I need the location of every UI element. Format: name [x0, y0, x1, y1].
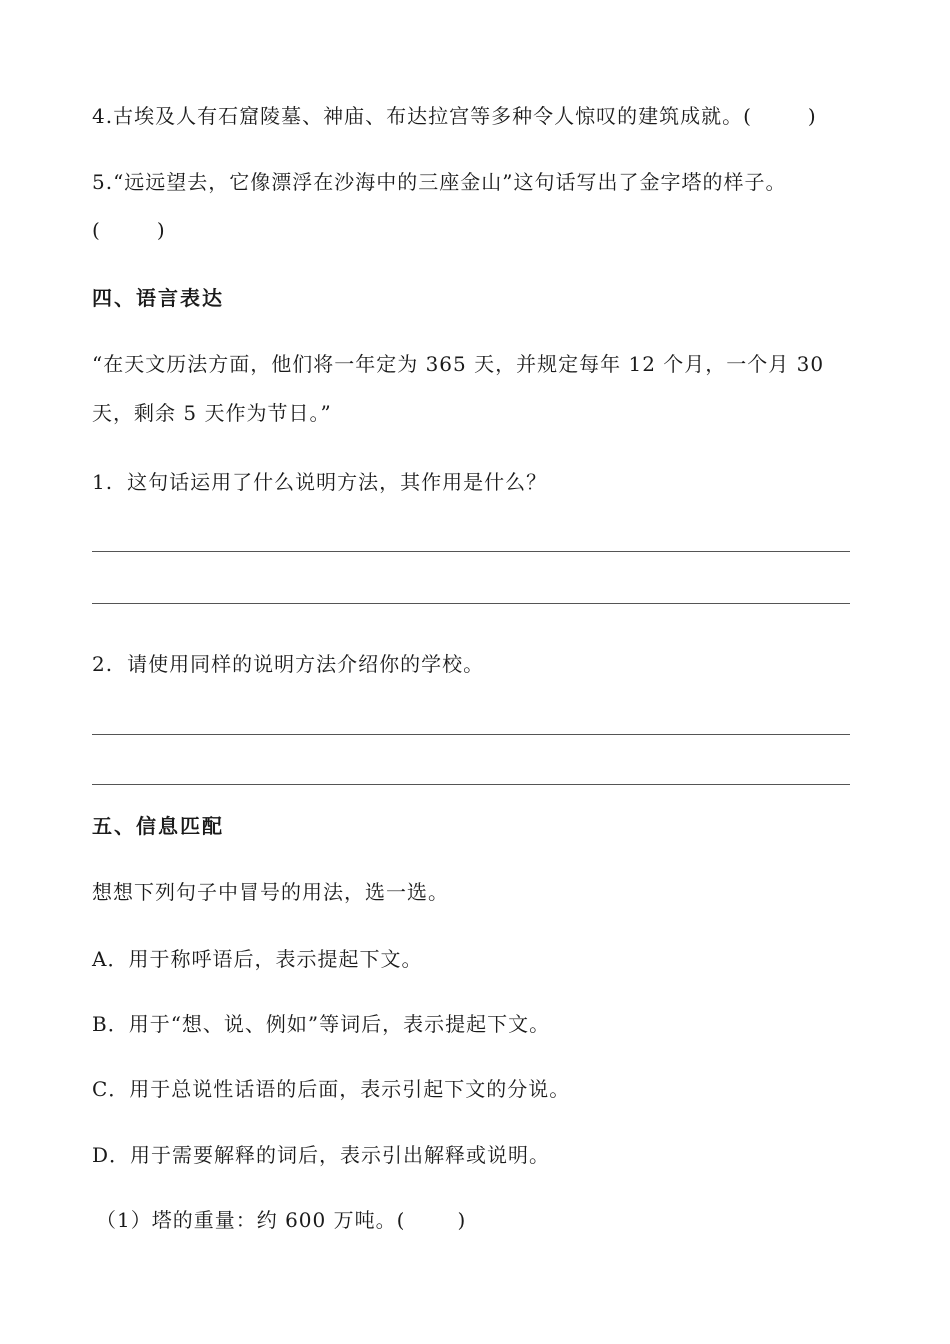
question-5-text: 5.“远远望去，它像漂浮在沙海中的三座金山”这句话写出了金字塔的样子。 [92, 170, 787, 194]
answer-paren-close: ) [156, 218, 166, 242]
answer-paren-open: ( [92, 218, 101, 242]
answer-paren-open: ( [743, 104, 752, 128]
match-item-1 [96, 1206, 466, 1234]
answer-line[interactable] [92, 551, 850, 552]
question-4-text: 4.古埃及人有石窟陵墓、神庙、布达拉宫等多种令人惊叹的建筑成就。 [92, 104, 744, 128]
answer-paren-open: ( [396, 1208, 406, 1232]
question-5 [92, 168, 787, 196]
match-item-1-text: （1）塔的重量：约 600 万吨。 [96, 1208, 397, 1232]
question-4 [92, 102, 817, 130]
option-d: D．用于需要解释的词后，表示引出解释或说明。 [92, 1143, 551, 1167]
option-c: C．用于总说性话语的后面，表示引起下文的分说。 [92, 1077, 571, 1101]
answer-paren-close: ) [457, 1208, 467, 1232]
question-number: 1. [92, 470, 114, 494]
quote-line-1: “在天文历法方面，他们将一年定为 365 天，并规定每年 12 个月，一个月 30 [92, 352, 825, 376]
answer-line[interactable] [92, 603, 850, 604]
section-5-title: 五、信息匹配 [92, 814, 224, 838]
quote-line-2: 天，剩余 5 天作为节日。” [92, 401, 332, 425]
answer-paren-close: ) [807, 104, 817, 128]
section-4-question-2 [92, 650, 484, 678]
question-number: 2. [92, 652, 114, 676]
question-5-answer [92, 216, 166, 244]
section-4-question-1 [92, 468, 547, 496]
section-4-title: 四、语言表达 [92, 286, 224, 310]
option-b: B．用于“想、说、例如”等词后，表示提起下文。 [92, 1012, 551, 1036]
answer-line[interactable] [92, 784, 850, 785]
section-5-instruction: 想想下列句子中冒号的用法，选一选。 [92, 880, 449, 904]
option-a: A．用于称呼语后，表示提起下文。 [92, 947, 423, 971]
question-text: 这句话运用了什么说明方法，其作用是什么？ [127, 470, 548, 494]
question-text: 请使用同样的说明方法介绍你的学校。 [127, 652, 485, 676]
answer-line[interactable] [92, 734, 850, 735]
